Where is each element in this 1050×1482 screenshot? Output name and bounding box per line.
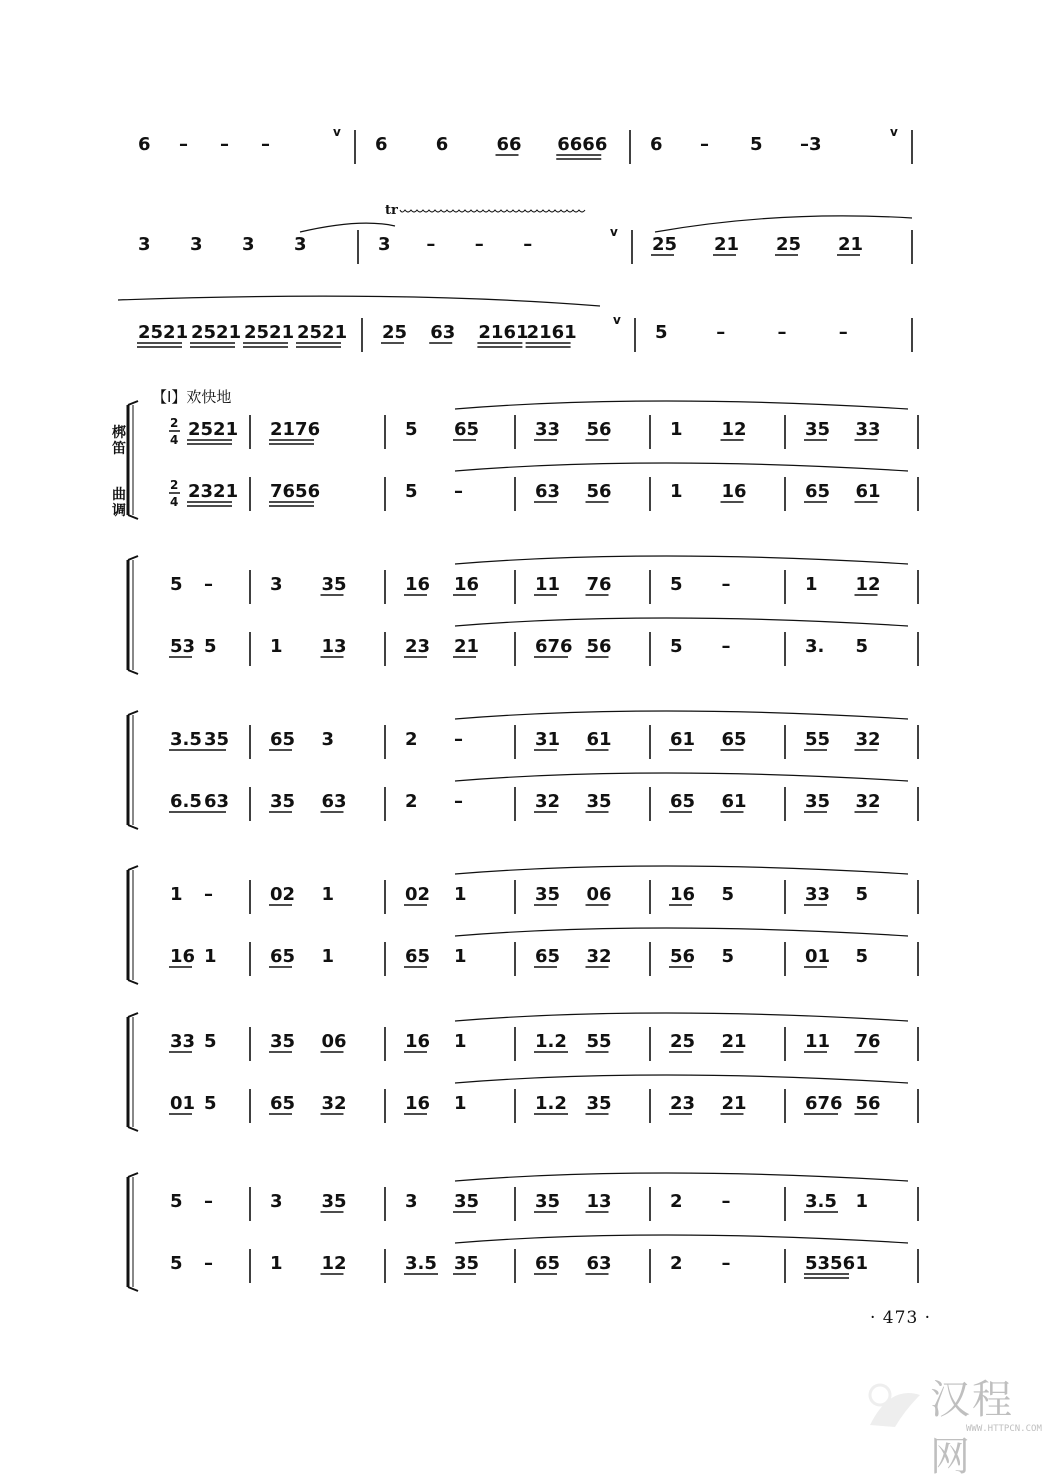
note-group: 65 — [721, 729, 747, 750]
page-number: · 473 · — [870, 1308, 932, 1328]
note-group: 35 — [535, 884, 561, 905]
note-group: 61 — [586, 729, 612, 750]
note-group: 65 — [670, 791, 696, 812]
note-group: 21 — [721, 1093, 747, 1114]
note-group: 6 — [138, 134, 151, 155]
note-group: 1 — [805, 574, 818, 595]
note-group: 12 — [721, 419, 747, 440]
note-group: – — [179, 134, 188, 155]
slur-arc — [300, 223, 395, 232]
note-group: 2521 — [188, 419, 239, 440]
note-group: 65 — [535, 1253, 561, 1274]
note-group: 65 — [270, 1093, 296, 1114]
note-group: 3 — [270, 574, 283, 595]
bracket-hook — [128, 556, 138, 560]
note-group: 2 — [405, 791, 418, 812]
note-group: 3. — [805, 636, 825, 657]
trill-mark: tr — [385, 203, 398, 218]
note-group: 2 — [670, 1191, 683, 1212]
watermark-url: WWW.HTTPCN.COM — [966, 1424, 1042, 1434]
note-group: 3.5 — [405, 1253, 437, 1274]
bracket-hook — [128, 980, 138, 984]
note-group: 3 — [138, 234, 151, 255]
slur-arc — [455, 401, 908, 409]
note-group: 35 — [805, 791, 831, 812]
note-group: 16 — [454, 574, 480, 595]
instrument-label: 调 — [112, 503, 126, 519]
note-group: 16 — [405, 574, 431, 595]
slur-arc — [455, 1013, 908, 1021]
note-group: 2176 — [270, 419, 321, 440]
note-group: 32 — [586, 946, 612, 967]
note-group: 61 — [721, 791, 747, 812]
note-group: 3 — [405, 1191, 418, 1212]
note-group: – — [838, 322, 848, 343]
note-group: 5 — [721, 946, 735, 967]
note-group: – — [721, 574, 731, 595]
time-signature-top: 2 — [170, 416, 179, 430]
note-group: 3 — [190, 234, 203, 255]
note-group: – — [204, 574, 213, 595]
note-group: – — [454, 481, 463, 502]
note-group: 21 — [714, 234, 740, 255]
note-group: 3 — [294, 234, 307, 255]
bracket-hook — [128, 711, 138, 715]
note-group: 3 — [270, 1191, 283, 1212]
note-group: 1 — [270, 1253, 283, 1274]
note-group: 02 — [270, 884, 296, 905]
note-group: 2521 — [191, 322, 242, 343]
note-group: 01 — [805, 946, 831, 967]
slur-arc — [455, 1075, 908, 1083]
slur-arc — [455, 711, 908, 719]
note-group: 676 — [535, 636, 573, 657]
note-group: 5 — [170, 574, 183, 595]
note-group: 65 — [270, 729, 296, 750]
note-group: 1 — [454, 1031, 467, 1052]
note-group: 35 — [805, 419, 831, 440]
note-group: 65 — [454, 419, 480, 440]
note-group: 16 — [721, 481, 747, 502]
slur-arc — [455, 773, 908, 781]
note-group: 1.2 — [535, 1031, 567, 1052]
note-group: 25 — [776, 234, 802, 255]
bracket-hook — [128, 1013, 138, 1017]
note-group: – — [261, 134, 270, 155]
note-group: 5 — [204, 636, 217, 657]
note-group: 55 — [805, 729, 831, 750]
note-group: 5 — [170, 1253, 183, 1274]
note-group: 16 — [170, 946, 196, 967]
note-group: – — [454, 791, 463, 812]
bracket-hook — [128, 1127, 138, 1131]
time-signature-bottom: 4 — [170, 433, 179, 447]
note-group: 3.5 — [170, 729, 202, 750]
note-group: 76 — [586, 574, 612, 595]
trill-wavy-line — [400, 210, 585, 212]
note-group: 35 — [535, 1191, 561, 1212]
note-group: 06 — [586, 884, 612, 905]
note-group: 01 — [170, 1093, 196, 1114]
note-group: 25 — [670, 1031, 696, 1052]
note-group: 5 — [721, 884, 735, 905]
note-group: 1 — [270, 636, 283, 657]
bracket-hook — [128, 825, 138, 829]
note-group: 1 — [454, 1093, 467, 1114]
note-group: 35 — [204, 729, 230, 750]
note-group: 56 — [586, 419, 612, 440]
time-signature-bottom: 4 — [170, 495, 179, 509]
note-group: 1 — [321, 946, 335, 967]
note-group: 65 — [405, 946, 431, 967]
note-group: 3 — [378, 234, 391, 255]
note-group: 2521 — [244, 322, 295, 343]
note-group: – — [204, 1253, 213, 1274]
note-group: 11 — [535, 574, 561, 595]
note-group: 56 — [586, 636, 612, 657]
note-group: 12 — [855, 574, 881, 595]
note-group: 56 — [670, 946, 696, 967]
note-group: – — [204, 1191, 213, 1212]
note-group: 1 — [321, 884, 335, 905]
slur-arc — [455, 1173, 908, 1181]
bracket-hook — [128, 401, 138, 405]
bracket-hook — [128, 866, 138, 870]
watermark-text: 汉程网 — [930, 1377, 1014, 1480]
note-group: 35 — [270, 791, 296, 812]
note-group: 6 — [650, 134, 663, 155]
note-group: 32 — [321, 1093, 347, 1114]
note-group: 3 — [321, 729, 335, 750]
note-group: – — [474, 234, 484, 255]
note-group: 56 — [855, 1093, 881, 1114]
bracket-hook — [128, 515, 138, 519]
note-group: 5 — [855, 636, 869, 657]
note-group: 1 — [855, 1191, 869, 1212]
note-group: 2321 — [188, 481, 239, 502]
note-group: – — [721, 636, 731, 657]
bracket-hook — [128, 1173, 138, 1177]
note-group: 35 — [454, 1191, 480, 1212]
slur-arc — [455, 618, 908, 626]
note-group: – — [426, 234, 436, 255]
note-group: – — [523, 234, 533, 255]
slur-arc — [455, 463, 908, 471]
breath-mark: v — [890, 125, 898, 139]
note-group: 33 — [535, 419, 561, 440]
note-group: 12 — [321, 1253, 347, 1274]
note-group: 63 — [204, 791, 230, 812]
note-group: 5 — [204, 1031, 217, 1052]
note-group: 5 — [670, 574, 683, 595]
note-group: 5 — [204, 1093, 217, 1114]
instrument-label: 曲 — [112, 487, 126, 503]
note-group: 5 — [655, 322, 668, 343]
note-group: – — [721, 1253, 731, 1274]
note-group: 35 — [321, 574, 347, 595]
note-group: 6.5 — [170, 791, 202, 812]
note-group: 6 — [375, 134, 388, 155]
note-group: 25 — [382, 322, 408, 343]
note-group: 61 — [855, 481, 881, 502]
note-group: 13 — [321, 636, 347, 657]
slur-arc — [455, 556, 908, 564]
note-group: 6666 — [557, 134, 608, 155]
note-group: 1 — [454, 884, 467, 905]
note-group: 02 — [405, 884, 431, 905]
note-group: 61 — [670, 729, 696, 750]
note-group: 5 — [405, 419, 418, 440]
note-group: 63 — [430, 322, 456, 343]
note-group: 33 — [170, 1031, 196, 1052]
note-group: 11 — [805, 1031, 831, 1052]
slur-arc — [455, 928, 908, 936]
note-group: – — [721, 1191, 731, 1212]
section-marker: 【I】欢快地 — [152, 388, 232, 406]
note-group: 1 — [670, 481, 683, 502]
note-group: 6 — [435, 134, 449, 155]
note-group: 3.5 — [805, 1191, 837, 1212]
note-group: 2521 — [297, 322, 348, 343]
note-group: 53 — [170, 636, 196, 657]
note-group: 16 — [405, 1093, 431, 1114]
note-group: 35 — [586, 1093, 612, 1114]
note-group: – — [454, 729, 463, 750]
note-group: 5 — [670, 636, 683, 657]
note-group: 16 — [405, 1031, 431, 1052]
note-group: 2 — [405, 729, 418, 750]
note-group: 1 — [204, 946, 217, 967]
note-group: 21 — [838, 234, 864, 255]
instrument-label: 笛 — [112, 441, 126, 457]
note-group: 1 — [670, 419, 683, 440]
note-group: 65 — [270, 946, 296, 967]
note-group: 56 — [586, 481, 612, 502]
note-group: 5 — [405, 481, 418, 502]
note-group: 66 — [496, 134, 522, 155]
note-group: 25 — [652, 234, 678, 255]
note-group: 2521 — [138, 322, 189, 343]
breath-mark: v — [613, 313, 621, 327]
note-group: 35 — [586, 791, 612, 812]
note-group: – — [700, 134, 709, 155]
note-group: 76 — [855, 1031, 881, 1052]
note-group: 1 — [170, 884, 183, 905]
note-group: 32 — [855, 791, 881, 812]
note-group: 63 — [586, 1253, 612, 1274]
breath-mark: v — [610, 225, 618, 239]
time-signature-top: 2 — [170, 478, 179, 492]
note-group: 65 — [805, 481, 831, 502]
note-group: 7656 — [270, 481, 321, 502]
bracket-hook — [128, 1287, 138, 1291]
note-group: 33 — [855, 419, 881, 440]
note-group: 35 — [270, 1031, 296, 1052]
note-group: – — [716, 322, 726, 343]
note-group: 676 — [805, 1093, 843, 1114]
note-group: 32 — [535, 791, 561, 812]
note-group: 5 — [750, 134, 763, 155]
note-group: 2161 — [478, 322, 529, 343]
slur-arc — [455, 1235, 908, 1243]
slur-arc — [655, 216, 912, 232]
note-group: 2161 — [526, 322, 577, 343]
note-group: 3 — [242, 234, 255, 255]
instrument-label: 梆 — [112, 425, 126, 441]
note-group: 31 — [535, 729, 561, 750]
note-group: 5 — [855, 884, 869, 905]
note-group: 23 — [670, 1093, 696, 1114]
note-group: 35 — [454, 1253, 480, 1274]
note-group: 21 — [454, 636, 480, 657]
note-group: – — [220, 134, 229, 155]
bracket-hook — [128, 670, 138, 674]
note-group: 63 — [321, 791, 347, 812]
note-group: – — [204, 884, 213, 905]
note-group: 5 — [855, 946, 869, 967]
note-group: 63 — [535, 481, 561, 502]
breath-mark: v — [333, 125, 341, 139]
note-group: 5356 — [805, 1253, 856, 1274]
note-group: 5 — [170, 1191, 183, 1212]
note-group: –3 — [800, 134, 822, 155]
slur-arc — [118, 296, 600, 306]
note-group: 2 — [670, 1253, 683, 1274]
note-group: 33 — [805, 884, 831, 905]
note-group: 06 — [321, 1031, 347, 1052]
note-group: 23 — [405, 636, 431, 657]
slur-arc — [455, 866, 908, 874]
note-group: 1.2 — [535, 1093, 567, 1114]
note-group: 13 — [586, 1191, 612, 1212]
note-group: 35 — [321, 1191, 347, 1212]
note-group: 16 — [670, 884, 696, 905]
note-group: 55 — [586, 1031, 612, 1052]
note-group: 65 — [535, 946, 561, 967]
note-group: 21 — [721, 1031, 747, 1052]
note-group: 1 — [855, 1253, 869, 1274]
note-group: – — [777, 322, 787, 343]
note-group: 1 — [454, 946, 467, 967]
note-group: 32 — [855, 729, 881, 750]
